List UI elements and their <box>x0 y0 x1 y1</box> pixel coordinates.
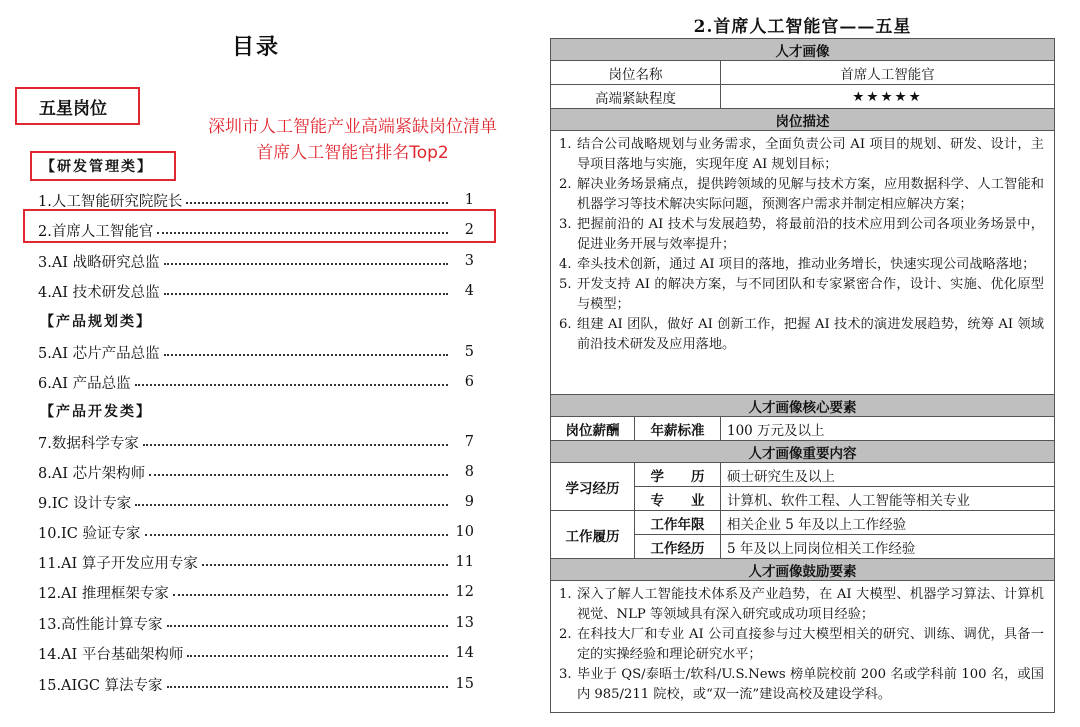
leader-dots <box>164 354 448 356</box>
exp-row <box>635 535 1054 558</box>
toc-entry-title: 13.高性能计算专家 <box>38 616 163 633</box>
five-star-label: 五星岗位 <box>15 87 140 125</box>
toc-entry-page: 3 <box>464 253 474 269</box>
toc-entry-title: 2.首席人工智能官 <box>38 223 154 240</box>
toc-entry-page: 13 <box>455 615 474 631</box>
list-item: 4. 牵头技术创新，通过 AI 项目的落地，推动业务增长，快速实现公司战略落地； <box>559 257 1036 272</box>
toc-entry-title: 4.AI 技术研发总监 <box>38 284 160 301</box>
toc-entry-page: 7 <box>464 434 474 450</box>
description-list <box>551 131 1054 395</box>
section-header-description: 岗位描述 <box>551 109 1054 131</box>
category-label: 【产品开发类】 <box>40 404 152 420</box>
toc-entry-title: 3.AI 战略研究总监 <box>38 254 160 271</box>
leader-dots <box>187 655 448 657</box>
list-item: 6. 组建 AI 团队，做好 AI 创新工作，把握 AI 技术的演进发展趋势，统筹 AI 领域前沿技术研发及应用落地。 <box>559 317 1044 352</box>
salary-label: 岗位薪酬 <box>551 417 635 440</box>
years-value: 相关企业 5 年及以上工作经验 <box>727 516 907 533</box>
toc-title: 目录 <box>232 34 281 60</box>
position-name-row <box>551 61 1054 85</box>
toc-entry-page: 6 <box>464 374 474 390</box>
list-item: 3. 把握前沿的 AI 技术与发展趋势，将最前沿的技术应用到公司各项业务场景中，促进业务开展与效率提升； <box>559 217 1044 252</box>
leader-dots <box>167 686 448 688</box>
toc-entry[interactable] <box>38 581 474 603</box>
highlight-line-1: 深圳市人工智能产业高端紧缺岗位清单 <box>208 117 497 137</box>
toc-entry[interactable] <box>38 280 474 302</box>
degree-label: 学 历 <box>635 463 721 486</box>
study-group <box>551 463 1054 511</box>
section-header-important: 人才画像重要内容 <box>551 441 1054 463</box>
study-label: 学习经历 <box>551 463 635 510</box>
exp-label: 工作经历 <box>635 535 721 558</box>
leader-dots <box>186 202 448 204</box>
leader-dots <box>164 293 448 295</box>
leader-dots <box>173 594 448 596</box>
annual-label: 年薪标准 <box>635 417 721 440</box>
work-group <box>551 511 1054 559</box>
toc-entry-title: 15.AIGC 算法专家 <box>38 677 163 694</box>
toc-entry-title: 7.数据科学专家 <box>38 435 139 452</box>
list-item: 3. 毕业于 QS/泰晤士/软科/U.S.News 榜单院校前 200 名或学科前 100 名，或国内 985/211 院校，或“双一流”建设高校及建设学科。 <box>559 667 1044 702</box>
major-label: 专 业 <box>635 487 721 510</box>
scarcity-label: 高端紧缺程度 <box>551 85 721 108</box>
major-row <box>635 487 1054 510</box>
toc-entry[interactable] <box>38 461 474 483</box>
degree-row <box>635 463 1054 487</box>
category-box-rd <box>30 151 176 181</box>
section-header-portrait: 人才画像 <box>551 39 1054 61</box>
years-label: 工作年限 <box>635 511 721 534</box>
leader-dots <box>135 504 448 506</box>
toc-entry-title: 1.人工智能研究院院长 <box>38 193 183 210</box>
star-rating: ★★★★★ <box>852 88 923 105</box>
position-name-value: 首席人工智能官 <box>840 66 935 83</box>
list-item: 5. 开发支持 AI 的解决方案，与不同团队和专家紧密合作，设计、实施、优化原型与模型； <box>559 277 1044 312</box>
toc-entry[interactable] <box>38 250 474 272</box>
toc-entry-title: 5.AI 芯片产品总监 <box>38 345 160 362</box>
leader-dots <box>202 564 448 566</box>
leader-dots <box>143 444 448 446</box>
list-item: 2. 解决业务场景痛点，提供跨领域的见解与技术方案，应用数据科学、人工智能和机器学习等技术解决实际问题，预测客户需求并制定相应解决方案； <box>559 177 1044 212</box>
toc-entry-page: 14 <box>455 645 474 661</box>
leader-dots <box>157 232 448 234</box>
profile-title: 2.首席人工智能官——五星 <box>693 17 912 37</box>
toc-entry[interactable] <box>38 219 474 241</box>
major-value: 计算机、软件工程、人工智能等相关专业 <box>727 492 970 509</box>
toc-entry-title: 11.AI 算子开发应用专家 <box>38 555 198 572</box>
toc-entry-title: 6.AI 产品总监 <box>38 375 131 392</box>
profile-table <box>550 38 1055 713</box>
toc-entry[interactable] <box>38 431 474 453</box>
leader-dots <box>149 474 448 476</box>
salary-row <box>551 417 1054 441</box>
toc-entry-page: 10 <box>455 524 474 540</box>
list-item: 1. 结合公司战略规划与业务需求，全面负责公司 AI 项目的规划、研发、设计，主导项目落地与实施，实现年度 AI 规划目标； <box>559 137 1044 172</box>
toc-entry[interactable] <box>38 673 474 695</box>
toc-entry-title: 10.IC 验证专家 <box>38 525 141 542</box>
toc-entry[interactable] <box>38 521 474 543</box>
toc-entry[interactable] <box>38 612 474 634</box>
toc-entry-page: 1 <box>464 192 474 208</box>
exp-value: 5 年及以上同岗位相关工作经验 <box>727 540 916 557</box>
list-item: 2. 在科技大厂和专业 AI 公司直接参与过大模型相关的研究、训练、调优，具备一定的实操经验和理论研究水平； <box>559 627 1044 662</box>
toc-entry-title: 8.AI 芯片架构师 <box>38 465 146 482</box>
category-label: 【产品规划类】 <box>40 314 152 330</box>
toc-entry-title: 12.AI 推理框架专家 <box>38 585 169 602</box>
toc-entry-page: 12 <box>455 584 474 600</box>
leader-dots <box>167 625 448 627</box>
toc-entry-page: 11 <box>455 554 474 570</box>
toc-entry-page: 15 <box>455 676 474 692</box>
section-header-core: 人才画像核心要素 <box>551 395 1054 417</box>
leader-dots <box>164 263 448 265</box>
encourage-list <box>551 581 1054 705</box>
toc-entry-page: 2 <box>464 222 474 238</box>
leader-dots <box>145 534 449 536</box>
toc-entry[interactable] <box>38 341 474 363</box>
degree-value: 硕士研究生及以上 <box>727 468 835 485</box>
toc-entry-page: 5 <box>464 344 474 360</box>
toc-entry[interactable] <box>38 551 474 573</box>
toc-entry-title: 9.IC 设计专家 <box>38 495 132 512</box>
toc-entry[interactable] <box>38 189 474 211</box>
toc-entry[interactable] <box>38 642 474 664</box>
scarcity-row <box>551 85 1054 109</box>
section-header-encourage: 人才画像鼓励要素 <box>551 559 1054 581</box>
annual-value: 100 万元及以上 <box>727 422 825 439</box>
toc-entry[interactable] <box>38 371 474 393</box>
leader-dots <box>135 384 448 386</box>
highlight-annotation <box>180 114 525 166</box>
toc-entry-title: 14.AI 平台基础架构师 <box>38 646 184 663</box>
toc-entry[interactable] <box>38 491 474 513</box>
category-label: 【研发管理类】 <box>41 159 153 175</box>
toc-entry-page: 8 <box>464 464 474 480</box>
work-label: 工作履历 <box>551 511 635 558</box>
highlight-line-2: 首席人工智能官排名Top2 <box>256 143 449 163</box>
toc-entry-page: 9 <box>464 494 474 510</box>
list-item: 1. 深入了解人工智能技术体系及产业趋势，在 AI 大模型、机器学习算法、计算机视觉、NLP 等领域具有深入研究或成功项目经验； <box>559 587 1044 622</box>
position-name-label: 岗位名称 <box>551 61 721 84</box>
years-row <box>635 511 1054 535</box>
toc-entry-page: 4 <box>464 283 474 299</box>
